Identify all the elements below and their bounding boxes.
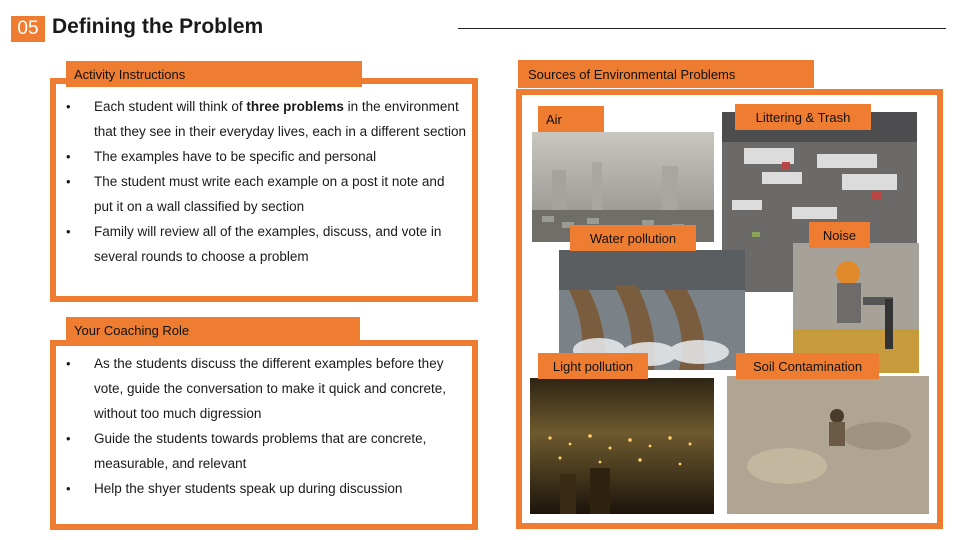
page-title: Defining the Problem bbox=[52, 15, 264, 38]
water-pollution-label: Water pollution bbox=[570, 225, 696, 251]
list-item: • Family will review all of the examples, discuss, and vote in several rounds to choose a problem bbox=[66, 219, 466, 269]
activity-instructions-list bbox=[66, 94, 466, 269]
littering-label: Littering & Trash bbox=[735, 104, 871, 130]
light-pollution-label: Light pollution bbox=[538, 353, 648, 379]
coaching-role-tab: Your Coaching Role bbox=[66, 317, 360, 344]
list-item: • Guide the students towards problems that are concrete, measurable, and relevant bbox=[66, 426, 466, 476]
title-divider bbox=[458, 28, 946, 29]
air-label: Air bbox=[538, 106, 604, 132]
list-item: • As the students discuss the different examples before they vote, guide the conversation to make it quick and concrete, without too much digression bbox=[66, 351, 466, 426]
section-number-badge: 05 bbox=[11, 16, 45, 42]
soil-contamination-label: Soil Contamination bbox=[736, 353, 879, 379]
emphasis-text: three problems bbox=[246, 99, 344, 114]
coaching-role-list bbox=[66, 351, 466, 501]
soil-contamination-photo bbox=[727, 376, 929, 514]
sources-tab: Sources of Environmental Problems bbox=[518, 60, 814, 88]
light-pollution-photo bbox=[530, 378, 714, 514]
list-item: • Help the shyer students speak up during discussion bbox=[66, 476, 466, 501]
noise-label: Noise bbox=[809, 222, 870, 248]
list-item: • The examples have to be specific and personal bbox=[66, 144, 466, 169]
list-item: • Each student will think of three problems in the environment that they see in their everyday lives, each in a different section bbox=[66, 94, 466, 144]
water-pollution-photo bbox=[559, 250, 745, 370]
activity-instructions-tab: Activity Instructions bbox=[66, 61, 362, 87]
list-item: • The student must write each example on a post it note and put it on a wall classified by section bbox=[66, 169, 466, 219]
